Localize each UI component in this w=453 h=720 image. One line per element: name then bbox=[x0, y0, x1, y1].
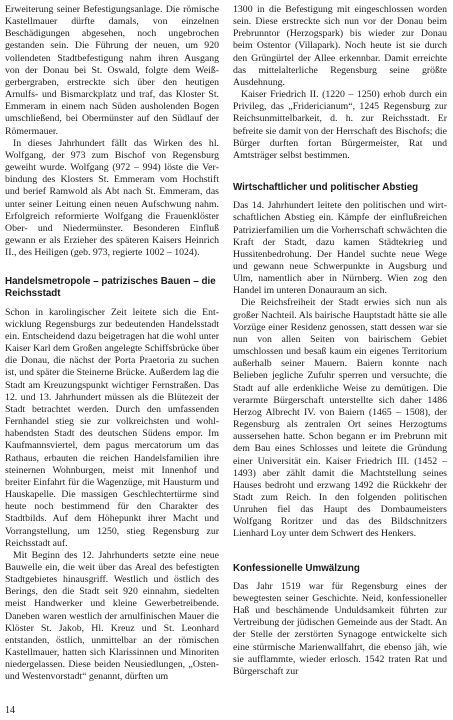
section-spacer bbox=[233, 162, 447, 182]
section-heading: Konfessionelle Umwälzung bbox=[233, 562, 360, 574]
section-spacer bbox=[233, 541, 447, 563]
paragraph: Die Reichsfreiheit der Stadt erwies sich nun als großer Nachteil. Als bairische Hauptstadt hätte sie alle Vorzüge einer Residenz genossen, statt dessen war sie nun von allen Seiten von bairischem Gebiet umschlossen und besaß kaum ein eigenes Territorium außerhalb seiner Mauern. Baiern konnte nach Belieben jegliche Zufuhr sperren und versuchte, die Stadt auf alle erdenkliche Weise zu demütigen. Die verarmte Bürgerschaft unterstellte sich daher 1486 Herzog Albrecht IV. von Baiern (1465 – 1508), der Regensburg als zentralen Ort seines Herzogtums aussersehen hatte. Schon begann er im Prebrunn mit dem Bau eines Schlosses und leitete die Gründung einer Universität ein. Kaiser Friedrich III. (1452 – 1493) aber zählt damit die Machtstellung seines Hauses bedroht und erzwang 1492 die Rückkehr der Stadt zum Reich. In den folgenden politischen Unruhen fiel das Haupt des Dombaumeisters Wolfgang Roritzer und das des Bildschnitzers Lienhard Loy unter dem Schwert des Henkers. bbox=[233, 297, 447, 540]
page-number: 14 bbox=[5, 705, 15, 716]
paragraph: 1300 in die Befestigung mit eingeschlossen worden sein. Diese erstreckte sich nun vor der Donau beim Prebrunntor (Herzogspark) bis wieder zur Donau beim Ostentor (Villapark). Noch heute ist sie durch den Grüngürtel der Allee erkennbar. Damit erreichte das mittelalterliche Regensburg seine größte Ausdehnung. bbox=[233, 4, 447, 88]
paragraph: Erweiterung seiner Befestigungsanlage. Die römische Kastellmauer dürfte damals, von einzelnen Beschädigungen abgesehen, noch ungebrochen gestanden sein. Die Führung der neuen, um 920 vollendeten Stadtbefestigung nahm ihren Ausgang von der Donau bei St. Oswald, folgte dem Weißgerbergraben, erstreckte sich über den heutigen Arnulfs- und Bismarckplatz und traf, das Kloster St. Emmeram in einem nach Süden ausholenden Bogen umschließend, bei Obermünster auf den Südlauf der Römermauer. bbox=[5, 4, 219, 137]
paragraph: Schon in karolingischer Zeit leitete sich die Entwicklung Regensburgs zur bedeutenden Handelsstadt ein. Entscheidend dazu beigetragen hat die wohl unter Kaiser Karl dem Großen angelegte Schiffsbrücke über die Donau, die nächst der Porta Praetoria zu suchen ist, und später die Steinerne Brücke. Außerdem lag die Stadt am Kreuzungspunkt wichtiger Fernstraßen. Das 12. und 13. Jahrhundert müssen als die Blütezeit der Stadt betrachtet werden. Durch den umfassenden Fernhandel stieg sie zur volkreichsten und wohlhabendsten Stadt des deutschen Südens empor. Im Kaufmannsviertel, dem pagus mercatorum um das Rathaus, erbauten die reichen Handelsfamilien ihre steinernen Wohnburgen, meist mit Innenhof und breiter Einfahrt für die Wagenzüge, mit Hausturm und Hauskapelle. Die massigen Geschlechtertürme sind heute noch bestimmend für den Charakter des Stadtbilds. Auf dem Höhepunkt ihrer Macht und Vorrangstellung, um 1250, stieg Regensburg zur Reichsstadt auf. bbox=[5, 306, 219, 549]
right-column bbox=[233, 4, 447, 678]
section-heading: Handelsmetropole – patrizisches Bauen – die Reichsstadt bbox=[5, 276, 216, 300]
paragraph: Mit Beginn des 12. Jahrhunderts setzte eine neue Bauwelle ein, die weit über das Areal des befestigten Stadtgebietes hinausgriff. Westlich und östlich des Berings, den die Stadt seit 920 einnahm, siedelten meist Handwerker und kleine Gewerbetreibende. Daneben waren westlich der arnulfinischen Mauer die Klöster St. Jakob, Hl. Kreuz und St. Leonhard entstanden, östlich, unmittelbar an der römischen Kastellmauer, hatten sich Klarissinnen und Minoriten niedergelassen. Diese beiden Neusiedlungen, „Osten- und Westenvorstadt“ genannt, dürften um bbox=[5, 549, 219, 683]
paragraph: Das 14. Jahrhundert leitete den politischen und wirtschaftlichen Abstieg ein. Kämpfe der einflußreichen Patrizierfamilien um die Vorherrschaft schwächten die Kraft der Stadt, dazu kamen Städtekrieg und Hussitenbedrohung. Der Handel suchte neue Wege und gewann neue Schwerpunkte in Augsburg und Ulm, namentlich aber in Nürnberg. Wien zog den Handel im unteren Donauraum an sich. bbox=[233, 200, 447, 297]
section-spacer bbox=[5, 259, 219, 276]
paragraph: Das Jahr 1519 war für Regensburg eines der bewegtesten seiner Geschichte. Neid, konfessioneller Haß und beschämende Unduldsamkeit führten zur Vertreibung der jüdischen Gemeinde aus der Stadt. An der Stelle der zerstörten Synagoge entwickelte sich eine stürmische Marienwallfahrt, die ebenso jäh, wie sie aufflammte, wieder erlosch. 1542 traten Rat und Bürgerschaft zur bbox=[233, 580, 447, 677]
paragraph: In dieses Jahrhundert fällt das Wirken des hl. Wolfgang, der 973 zum Bischof von Regensburg geweiht wurde. Wolfgang (972 – 994) löste die Verbindung des Klosters St. Emmeram vom Hochstift und berief Ramwold als Abt nach St. Emmeram, das unter seiner Leitung einen neuen Aufschwung nahm. Erfolgreich reformierte Wolfgang die Frauenklöster Ober- und Niedermünster. Besonderen Einfluß gewann er als Erzieher des späteren Kaisers Heinrich II., des Heiligen (geb. 973, regierte 1002 – 1024). bbox=[5, 137, 219, 259]
paragraph: Kaiser Friedrich II. (1220 – 1250) erhob durch ein Privileg, das „Fridericianum“, 1245 Regensburg zur Reichsunmittelbarkeit, d. h. zur Reichsstadt. Er befreite sie damit von der Herrschaft des Bischofs; die Bürger durften fortan Bürgermeister, Rat und Amtsträger selbst bestimmen. bbox=[233, 89, 447, 161]
left-column bbox=[5, 4, 219, 684]
section-heading: Wirtschaftlicher und politischer Abstieg bbox=[233, 182, 419, 194]
